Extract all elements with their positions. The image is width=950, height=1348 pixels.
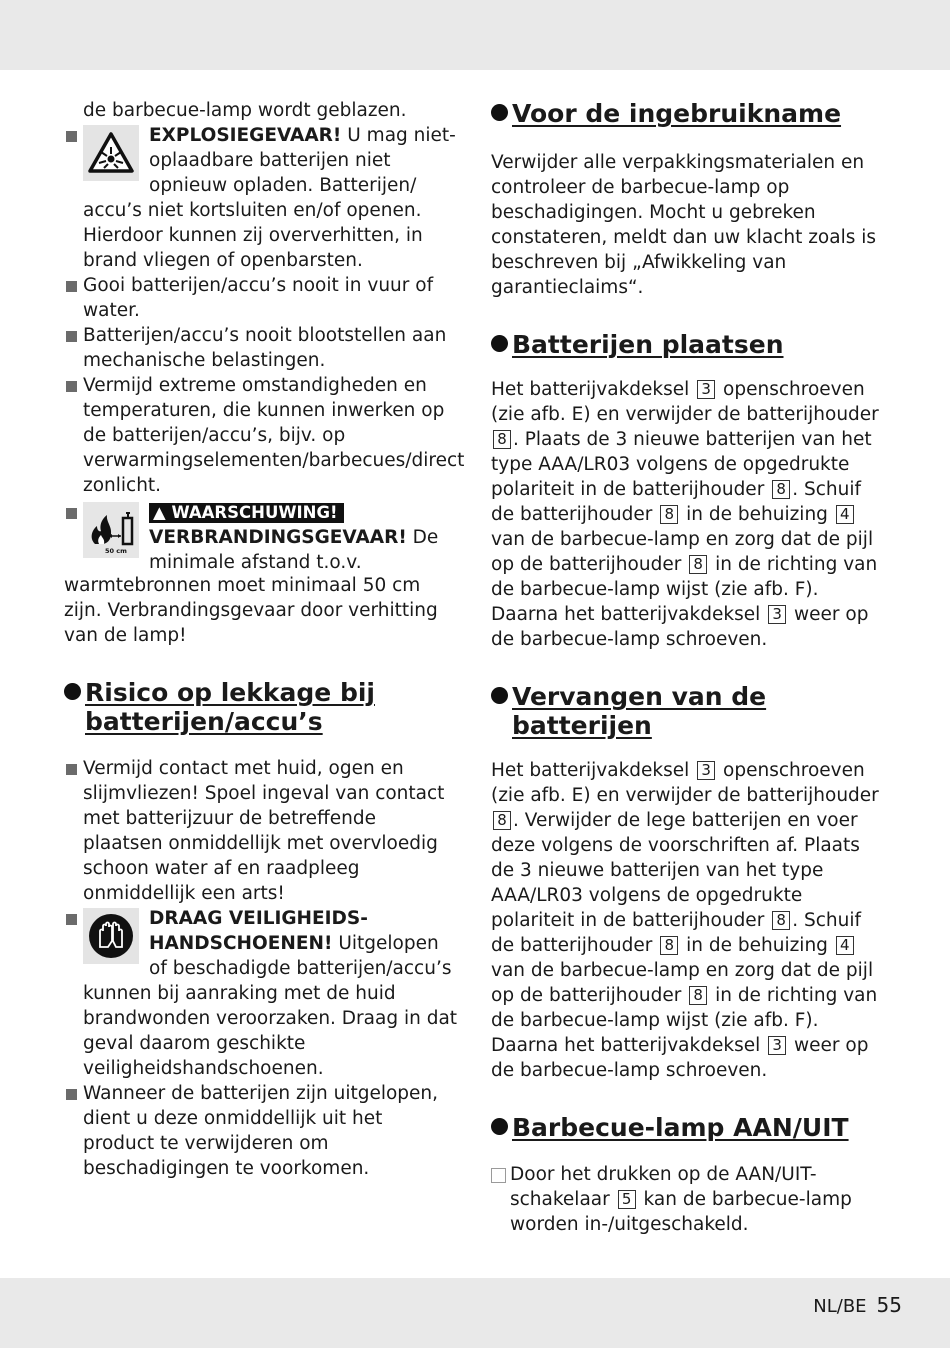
list-item: [64, 373, 465, 498]
list-item-text: Vermijd extreme omstandigheden en temperaturen, die kunnen inwerken op de batterijen/accu’s, bijv. op verwarmingselementen/barbecues/direct zonlicht.: [83, 375, 465, 496]
section-heading-text: Vervangen van de batterijen: [512, 682, 767, 740]
list-item-text: Batterijen/accu’s nooit blootstellen aan mechanische belastingen.: [83, 325, 447, 371]
part-number: 3: [768, 605, 786, 624]
warning-triangle-icon: ▲: [153, 503, 172, 522]
part-number: 3: [697, 380, 715, 399]
part-number: 8: [493, 811, 511, 830]
heat-distance-icon: [83, 502, 139, 558]
section-heading-insert: [491, 330, 886, 359]
burn-title: VERBRANDINGSGEVAAR!: [149, 527, 407, 548]
replace-text: Het batterijvakdeksel 3 openschroeven (zie afb. E) en verwijder de batterijhouder 8 . Verwijder de lege batterijen en voer deze volgens de voorschriften af. Plaats de 3 nieuwe batterijen van het type AAA/LR03 volgens de opgedrukte polariteit in de batterijhouder 8 . Schuif de batterijhouder 8 in de behuizing 4 van de barbecue-lamp en zorg dat de pijl op de batterijhouder 8 in de richting van de barbecue-lamp wijst (zie afb. F). Daarna het batterijvakdeksel 3 weer op de barbecue-lamp schroeven.: [491, 760, 879, 1081]
footer-band: [0, 1278, 950, 1348]
page-number: 55: [876, 1293, 902, 1317]
part-number: 8: [689, 986, 707, 1005]
list-item: [64, 273, 458, 323]
list-item-text: Wanneer de batterijen zijn uitgelopen, dient u deze onmiddellijk uit het product te verwijderen om beschadigingen te voorkomen.: [83, 1083, 439, 1179]
part-number: 5: [618, 1190, 636, 1209]
explosion-hazard-icon: [83, 125, 139, 181]
part-number: 8: [689, 555, 707, 574]
insert-text: Het batterijvakdeksel 3 openschroeven (zie afb. E) en verwijder de batterijhouder 8 . Plaats de 3 nieuwe batterijen van het type AAA/LR03 volgens de opgedrukte polariteit in de batterijhouder 8 . Schuif de batterijhouder 8 in de behuizing 4 van de barbecue-lamp en zorg dat de pijl op de batterijhouder 8 in de richting van de barbecue-lamp wijst (zie afb. F). Daarna het batterijvakdeksel 3 weer op de barbecue-lamp schroeven.: [491, 379, 879, 650]
part-number: 8: [772, 480, 790, 499]
language-code: NL/BE: [813, 1296, 867, 1317]
section-heading-setup: [491, 99, 886, 128]
left-column: [64, 98, 465, 1181]
list-item-text: Vermijd contact met huid, ogen en slijmvliezen! Spoel ingeval van contact met batterijzuur de betreffende plaatsen onmiddellijk met overvloedig schoon water af en raadpleeg onmiddellijk een arts!: [83, 758, 445, 904]
bullet-dot-icon: [491, 687, 508, 704]
bullet-square-icon: [66, 131, 77, 142]
gloves-text: Uitgelopen of beschadigde batterijen/accu’s kunnen bij aanraking met de huid brandwonden veroorzaken. Draag in dat geval daarom geschikte veiligheidshandschoenen.: [83, 933, 458, 1079]
bullet-dot-icon: [491, 335, 508, 352]
part-number: 3: [697, 761, 715, 780]
explosion-title: EXPLOSIEGEVAAR!: [149, 125, 342, 146]
explosion-text: U mag niet-oplaadbare batterijen niet opnieuw opladen. Batterijen/ accu’s niet kortsluiten en/of openen. Hierdoor kunnen zij oververhitten, in brand vliegen of openbarsten.: [83, 125, 456, 271]
part-number: 4: [836, 936, 854, 955]
part-number: 8: [493, 430, 511, 449]
bullet-square-icon: [66, 914, 77, 925]
bullet-square-icon: [66, 331, 77, 342]
leak-heading-text: Risico op lekkage bij batterijen/accu’s: [85, 678, 375, 736]
onoff-text: Door het drukken op de AAN/UIT-schakelaar 5 kan de barbecue-lamp worden in-/uitgeschakeld.: [510, 1164, 852, 1235]
list-item: [491, 1162, 886, 1237]
safety-gloves-icon: [83, 908, 139, 964]
burn-text-rest: warmtebronnen moet minimaal 50 cm zijn. Verbrandingsgevaar door verhitting van de lamp!: [64, 575, 438, 646]
section-heading-text: Batterijen plaatsen: [512, 330, 784, 359]
part-number: 8: [772, 911, 790, 930]
checkbox-square-icon: [491, 1168, 506, 1183]
burn-text: De minimale afstand t.o.v.: [149, 527, 439, 573]
gloves-title: DRAAG VEILIGHEIDS-HANDSCHOENEN!: [149, 908, 368, 954]
right-column: [491, 98, 886, 1237]
section-heading-onoff: [491, 1113, 886, 1142]
warning-badge-text: WAARSCHUWING!: [171, 503, 338, 522]
intro-line: de barbecue-lamp wordt geblazen.: [83, 100, 407, 121]
part-number: 8: [660, 505, 678, 524]
part-number: 3: [768, 1036, 786, 1055]
bullet-dot-icon: [491, 104, 508, 121]
page-footer: [813, 1293, 902, 1317]
warning-badge: [149, 503, 344, 523]
list-item: [64, 756, 458, 906]
part-number: 8: [660, 936, 678, 955]
section-heading-text: Voor de ingebruikname: [512, 99, 842, 128]
bullet-square-icon: [66, 508, 77, 519]
bullet-square-icon: [66, 381, 77, 392]
bullet-square-icon: [66, 1089, 77, 1100]
part-number: 4: [836, 505, 854, 524]
list-item: [64, 1081, 458, 1181]
distance-label: 50 cm: [105, 547, 127, 555]
bullet-square-icon: [66, 281, 77, 292]
header-band: [0, 0, 950, 70]
list-item-text: Gooi batterijen/accu’s nooit in vuur of water.: [83, 275, 434, 321]
bullet-dot-icon: [64, 683, 81, 700]
leak-heading: [64, 678, 458, 736]
setup-text: Verwijder alle verpakkingsmaterialen en controleer de barbecue-lamp op beschadigingen. Mocht u gebreken constateren, meldt dan uw klacht zoals is beschreven bij „Afwikkeling van garantieclaims“.: [491, 152, 877, 298]
section-heading-text: Barbecue-lamp AAN/UIT: [512, 1113, 849, 1142]
bullet-square-icon: [66, 764, 77, 775]
list-item: [64, 323, 458, 373]
burn-warning: [64, 500, 458, 575]
gloves-warning: [64, 906, 458, 1081]
section-heading-replace: [491, 682, 886, 740]
bullet-dot-icon: [491, 1118, 508, 1135]
explosion-warning: [64, 123, 458, 273]
